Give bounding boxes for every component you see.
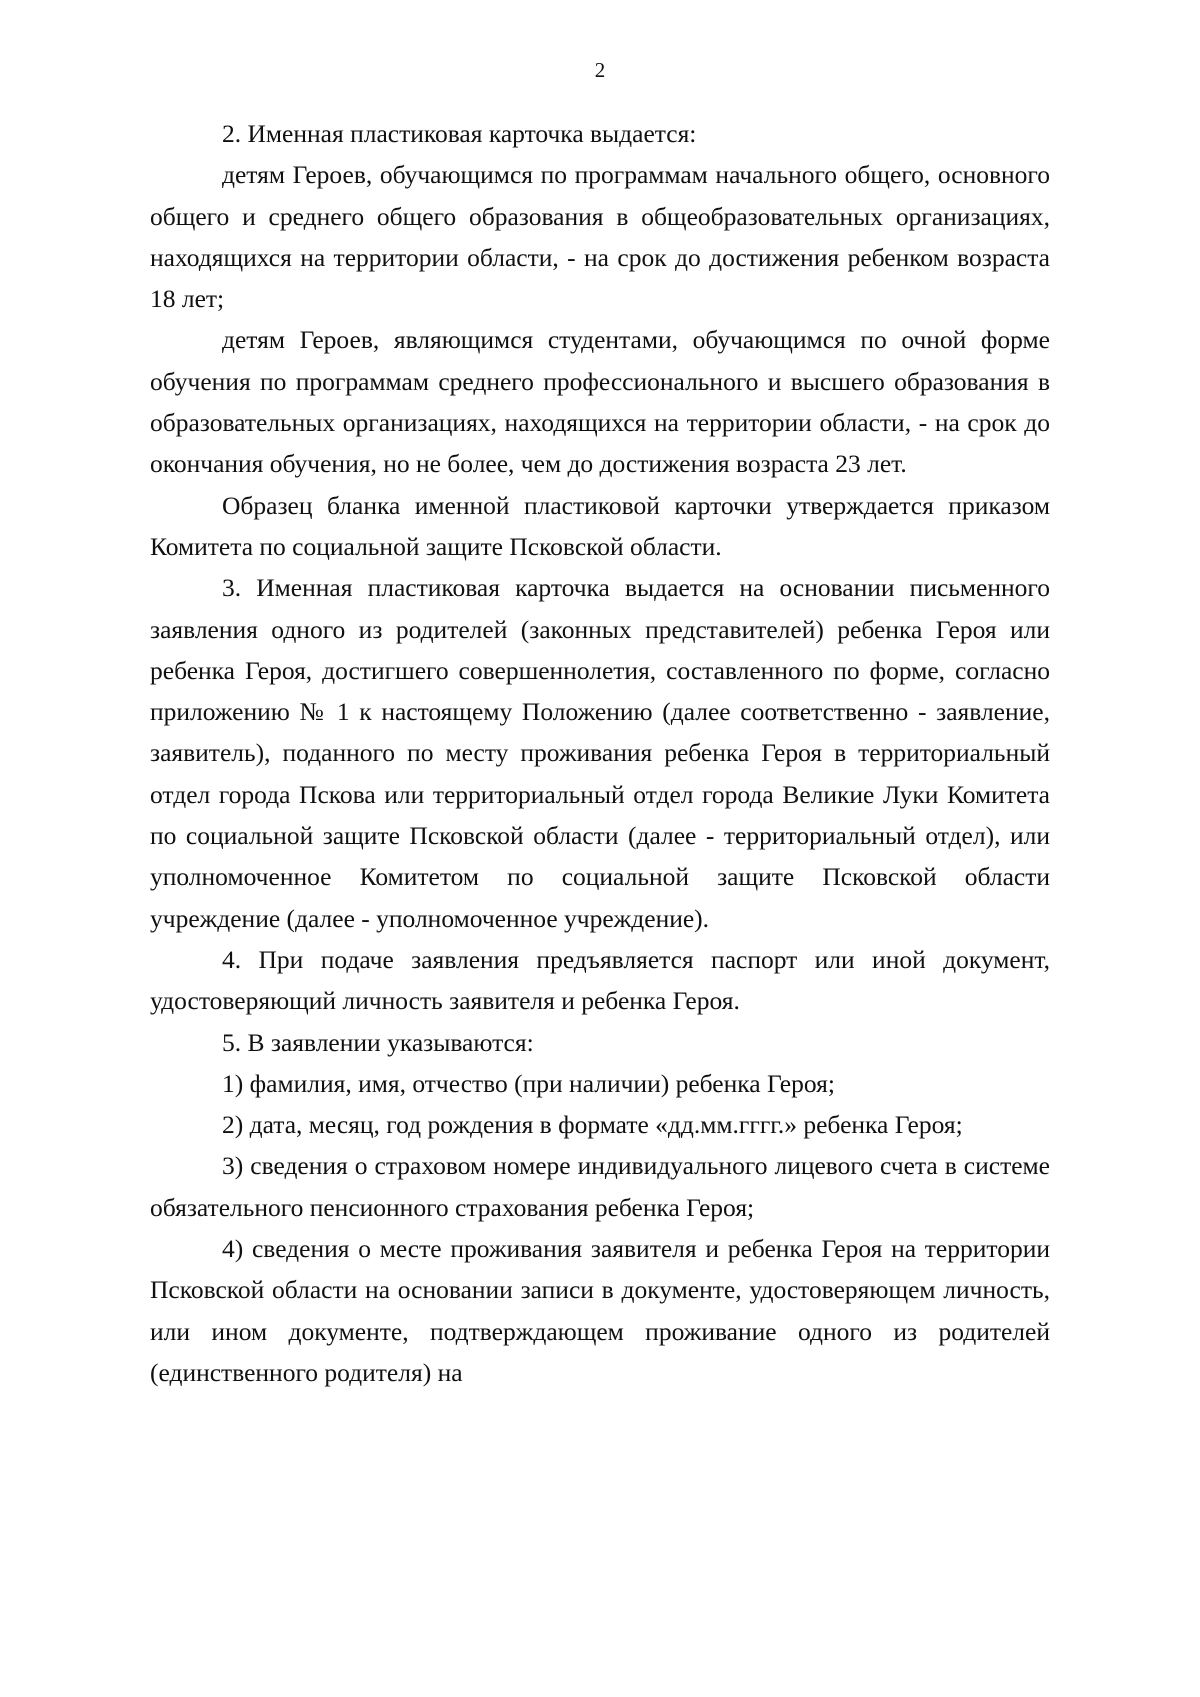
- page-number: 2: [594, 58, 606, 82]
- paragraph-1: 2. Именная пластиковая карточка выдается:: [222, 119, 697, 148]
- paragraph-10: 3) сведения о страховом номере индивидуального лицевого счета в системе обязательного пенсионного страхования ребенка Героя;: [150, 1151, 1050, 1222]
- paragraph-3: детям Героев, являющимся студентами, обучающимся по очной форме обучения по программам среднего профессионального и высшего образования в образовательных организациях, находящихся на территории области, - на срок до окончания обучения, но не более, чем до достижения возраста 23 лет.: [150, 325, 1050, 479]
- paragraph-6: 4. При подаче заявления предъявляется паспорт или иной документ, удостоверяющий личность заявителя и ребенка Героя.: [150, 944, 1050, 1016]
- paragraph-7: 5. В заявлении указываются:: [222, 1027, 534, 1057]
- document-body: [150, 113, 1050, 1393]
- paragraph-8: 1) фамилия, имя, отчество (при наличии) ребенка Героя;: [222, 1068, 835, 1098]
- paragraph-2: детям Героев, обучающимся по программам начального общего, основного общего и среднего общего образования в общеобразовательных организациях, находящихся на территории области, - на срок до достижения ребенком возраста 18 лет;: [150, 160, 1050, 314]
- paragraph-4: Образец бланка именной пластиковой карточки утверждается приказом Комитета по социальной защите Псковской области.: [150, 490, 1050, 561]
- paragraph-11: 4) сведения о месте проживания заявителя и ребенка Героя на территории Псковской области на основании записи в документе, удостоверяющем личность, или ином документе, подтверждающем проживание одного из родителей (единственного родителя) на: [150, 1234, 1050, 1387]
- paragraph-5: 3. Именная пластиковая карточка выдается на основании письменного заявления одного из родителей (законных представителей) ребенка Героя или ребенка Героя, достигшего совершеннолетия, составленного по форме, согласно приложению № 1 к настоящему Положению (далее соответственно - заявление, заявитель), поданного по месту проживания ребенка Героя в территориальный отдел города Пскова или территориальный отдел города Великие Луки Комитета по социальной защите Псковской области (далее - территориальный отдел), или уполномоченное Комитетом по социальной защите Псковской области учреждение (далее - уполномоченное учреждение).: [150, 573, 1050, 933]
- paragraph-9: 2) дата, месяц, год рождения в формате «дд.мм.гггг.» ребенка Героя;: [222, 1110, 963, 1140]
